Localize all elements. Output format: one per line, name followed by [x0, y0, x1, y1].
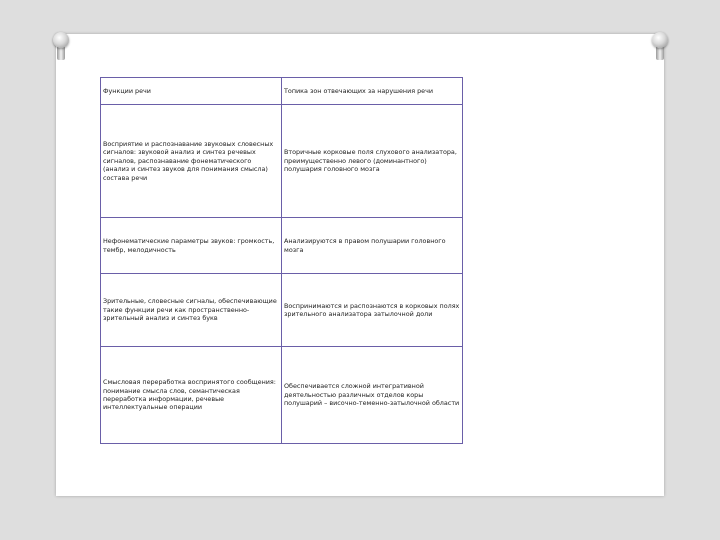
table-row	[101, 274, 463, 347]
topic-cell: Вторичные корковые поля слухового анализатора, преимущественно левого (доминантного) полушария головного мозга	[282, 105, 463, 218]
function-cell: Зрительные, словесные сигналы, обеспечивающие такие функции речи как пространственно-зрительный анализ и синтез букв	[101, 274, 282, 347]
table-row	[101, 218, 463, 274]
speech-topics-table	[100, 77, 463, 444]
topic-cell: Обеспечивается сложной интегративной деятельностью различных отделов коры полушарий – височно-теменно-затылочной области	[282, 347, 463, 444]
topic-cell: Воспринимаются и распознаются в корковых полях зрительного анализатора затылочной доли	[282, 274, 463, 347]
table-row	[101, 347, 463, 444]
table-header-row	[101, 78, 463, 105]
header-cell-functions: Функции речи	[101, 78, 282, 105]
function-cell: Смысловая переработка воспринятого сообщения: понимание смысла слов, семантическая переработка информации, речевые интеллектуальные операции	[101, 347, 282, 444]
pushpin-icon	[53, 32, 69, 62]
function-cell: Восприятие и распознавание звуковых словесных сигналов: звуковой анализ и синтез речевых сигналов, распознавание фонематического (анализ и синтез звуков для понимания смысла) состава речи	[101, 105, 282, 218]
topic-cell: Анализируются в правом полушарии головного мозга	[282, 218, 463, 274]
function-cell: Нефонематические параметры звуков: громкость, тембр, мелодичность	[101, 218, 282, 274]
pushpin-icon	[652, 32, 668, 62]
header-cell-topic: Топика зон отвечающих за нарушения речи	[282, 78, 463, 105]
table-row	[101, 105, 463, 218]
